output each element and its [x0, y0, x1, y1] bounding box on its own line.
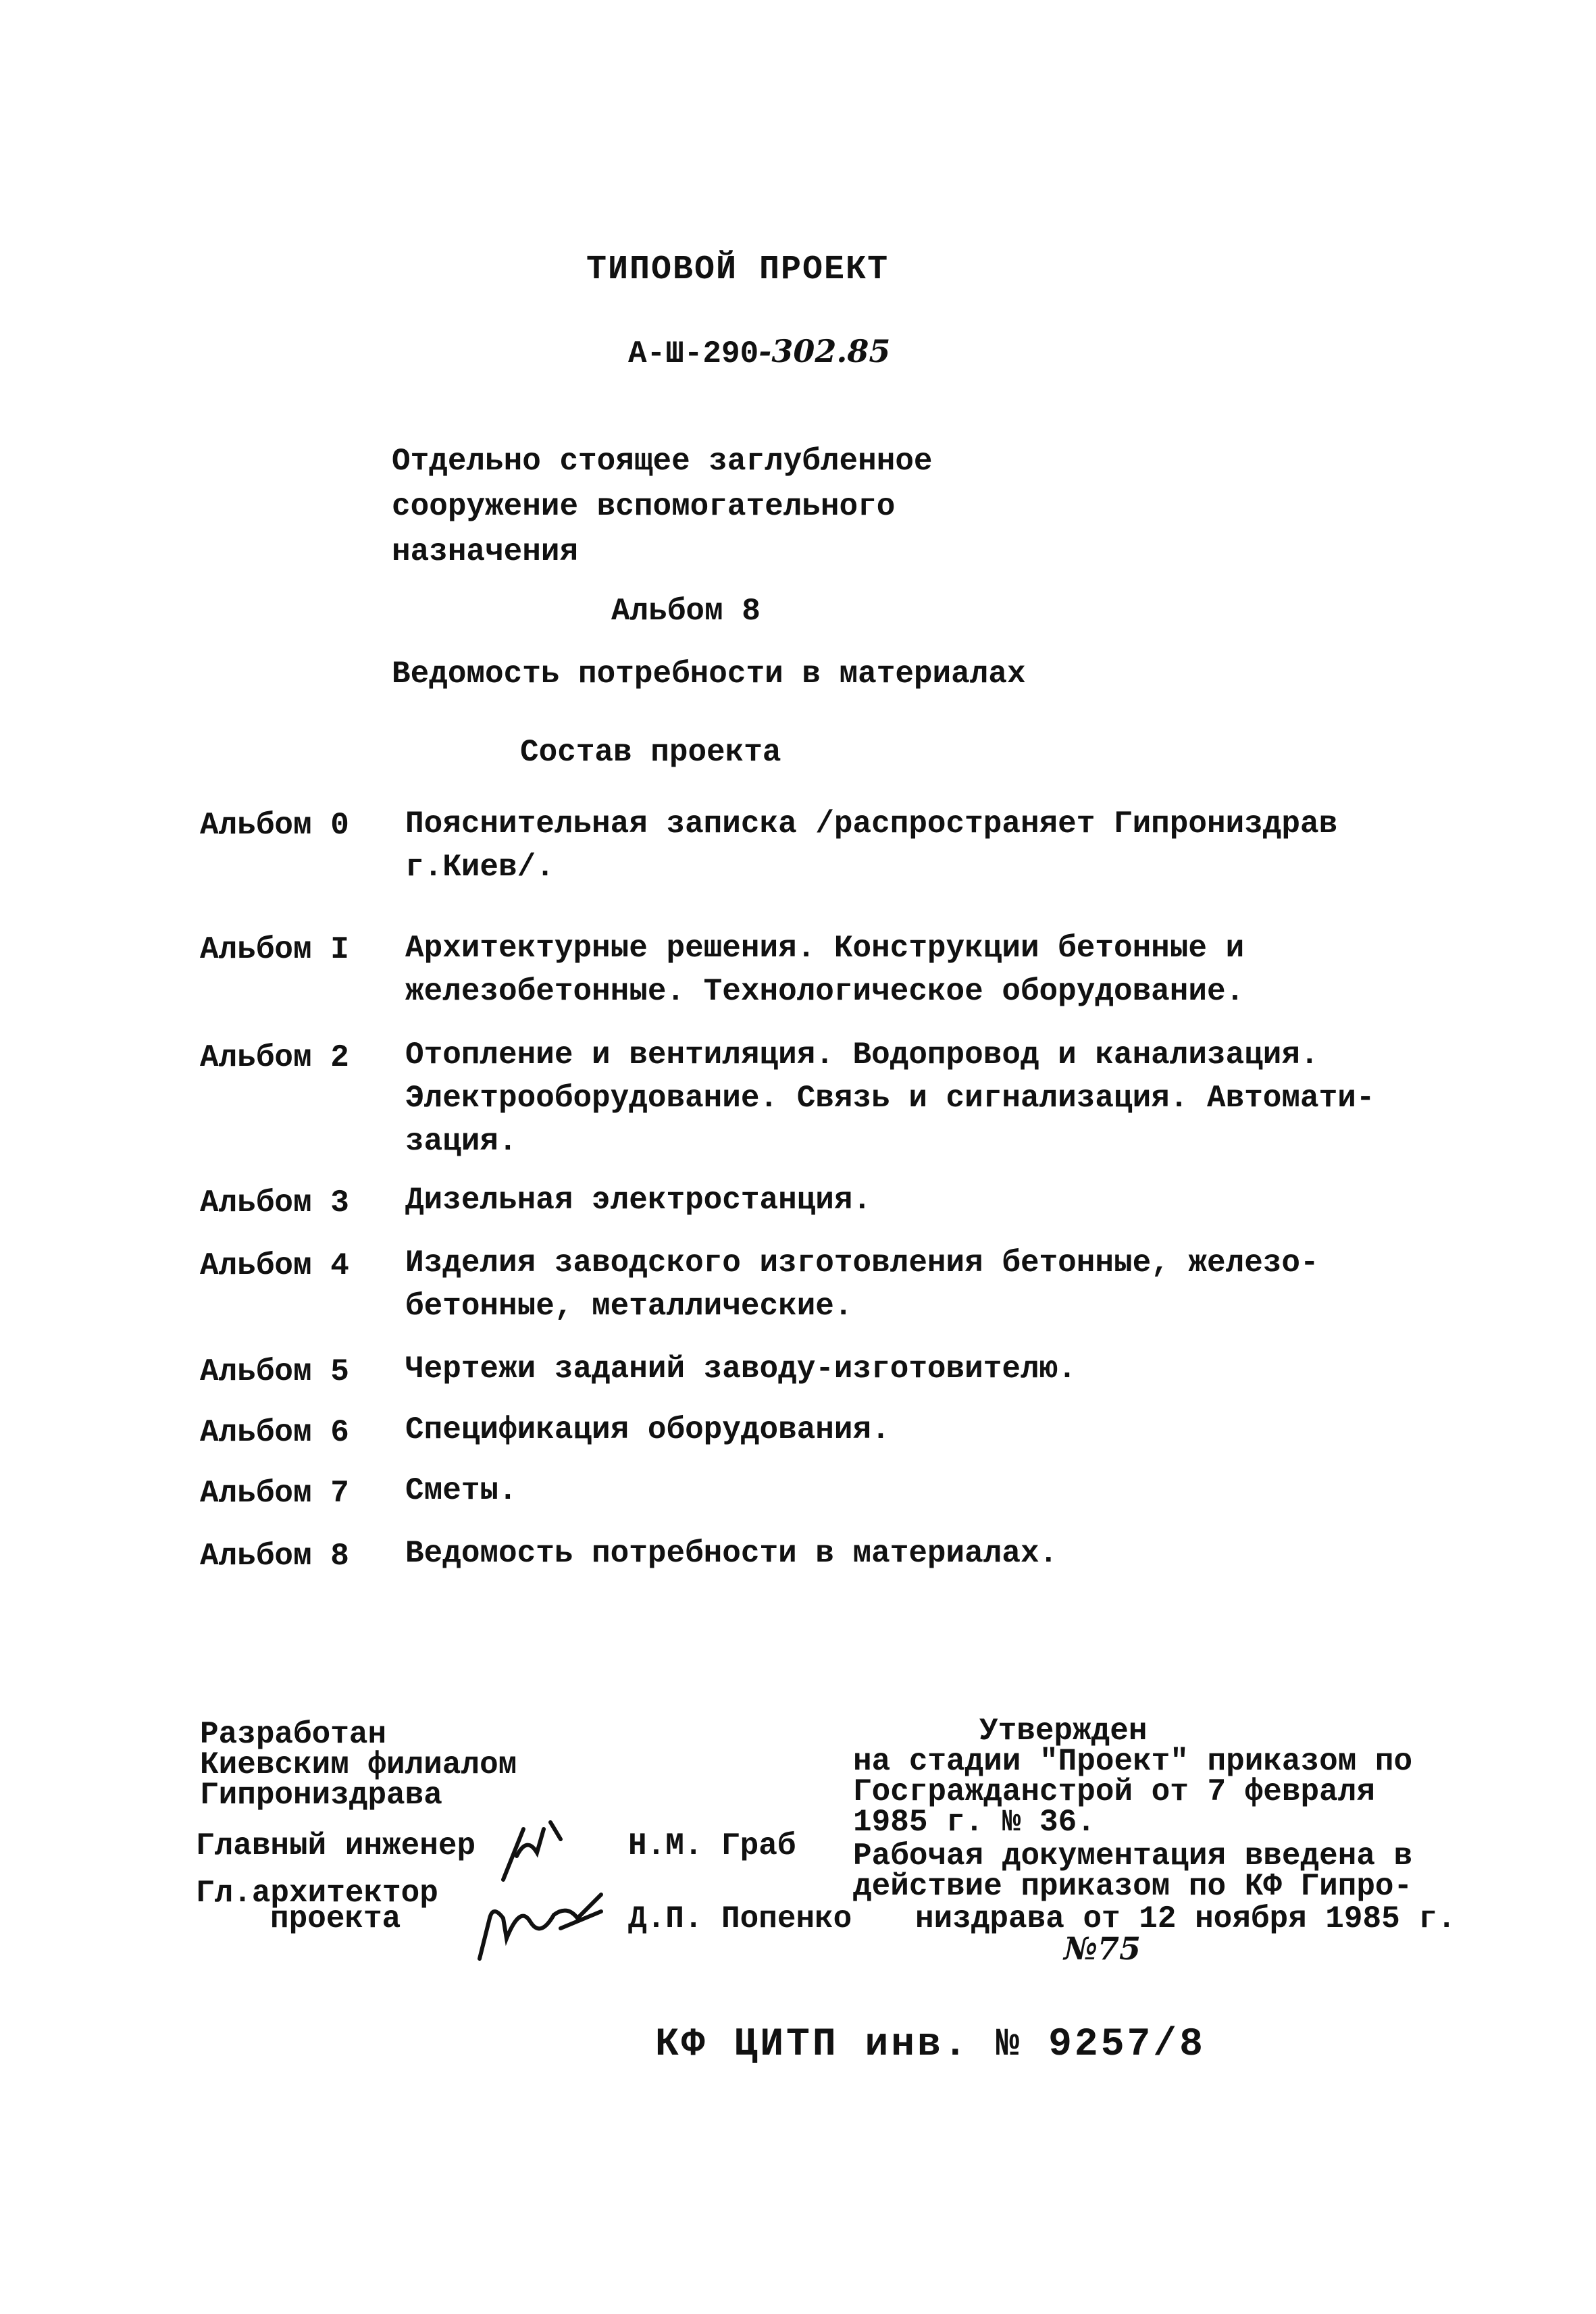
chief-engineer-name: Н.М. Граб	[628, 1828, 796, 1863]
chief-architect-signature	[466, 1891, 615, 1965]
approved-line-1: Утвержден	[979, 1714, 1148, 1749]
album-1-text: Архитектурные решения. Конструкции бетонные и железобетонные. Технологическое оборудование.	[405, 931, 1245, 1009]
approved-line-6: действие приказом по КФ Гипро-	[853, 1869, 1413, 1904]
album-6-label: Альбом 6	[200, 1415, 349, 1450]
chief-engineer-label: Главный инженер	[196, 1828, 476, 1863]
album-title: Ведомость потребности в материалах	[392, 657, 1026, 692]
chief-architect-name: Д.П. Попенко	[628, 1901, 852, 1936]
archive-stamp: КФ ЦИТП инв. № 9257/8	[655, 2023, 1206, 2067]
album-8-label: Альбом 8	[200, 1539, 349, 1574]
album-2-text: Отопление и вентиляция. Водопровод и канализация. Электрооборудование. Связь и сигнализация. Автомати- зация.	[405, 1037, 1375, 1159]
album-3-text: Дизельная электростанция.	[405, 1183, 872, 1218]
chief-architect-label-1: Гл.архитектор	[196, 1876, 438, 1911]
album-number: Альбом 8	[611, 594, 761, 629]
project-code-printed: А-Ш-290	[628, 336, 759, 371]
album-7-label: Альбом 7	[200, 1476, 349, 1511]
document-title: ТИПОВОЙ ПРОЕКТ	[586, 251, 890, 289]
album-1-label: Альбом I	[200, 932, 349, 967]
album-8-text: Ведомость потребности в материалах.	[405, 1536, 1058, 1571]
album-3-label: Альбом 3	[200, 1185, 349, 1220]
subtitle-line-3: назначения	[392, 534, 579, 569]
album-2-label: Альбом 2	[200, 1040, 349, 1075]
album-7-text: Сметы.	[405, 1473, 517, 1508]
album-4-text: Изделия заводского изготовления бетонные, железо- бетонные, металлические.	[405, 1245, 1319, 1324]
composition-heading: Состав проекта	[520, 735, 781, 770]
approved-line-5: Рабочая документация введена в	[853, 1839, 1413, 1874]
album-4-label: Альбом 4	[200, 1248, 349, 1283]
project-code-handwritten: -302.85	[758, 333, 891, 369]
approved-line-4: 1985 г. № 36.	[853, 1805, 1096, 1840]
approved-line-2: на стадии "Проект" приказом по	[853, 1744, 1413, 1779]
subtitle-line-1: Отдельно стоящее заглубленное	[392, 444, 933, 479]
album-6-text: Спецификация оборудования.	[405, 1412, 890, 1447]
developed-line-1: Разработан	[200, 1717, 387, 1752]
chief-architect-label-2: проекта	[270, 1901, 401, 1936]
approved-line-3: Госгражданстрой от 7 февраля	[853, 1774, 1375, 1809]
album-0-text: Пояснительная записка /распространяет Гипрониздрав г.Киев/.	[405, 806, 1338, 885]
developed-line-3: Гипрониздрава	[200, 1778, 442, 1813]
approved-line-7: низдрава от 12 ноября 1985 г.	[915, 1901, 1456, 1936]
project-code	[628, 332, 890, 373]
order-number: №75	[1064, 1930, 1141, 1967]
album-5-text: Чертежи заданий заводу-изготовителю.	[405, 1352, 1077, 1387]
chief-engineer-signature	[496, 1816, 591, 1890]
album-5-label: Альбом 5	[200, 1354, 349, 1389]
subtitle-line-2: сооружение вспомогательного	[392, 489, 896, 524]
developed-line-2: Киевским филиалом	[200, 1747, 517, 1782]
album-0-label: Альбом 0	[200, 808, 349, 843]
